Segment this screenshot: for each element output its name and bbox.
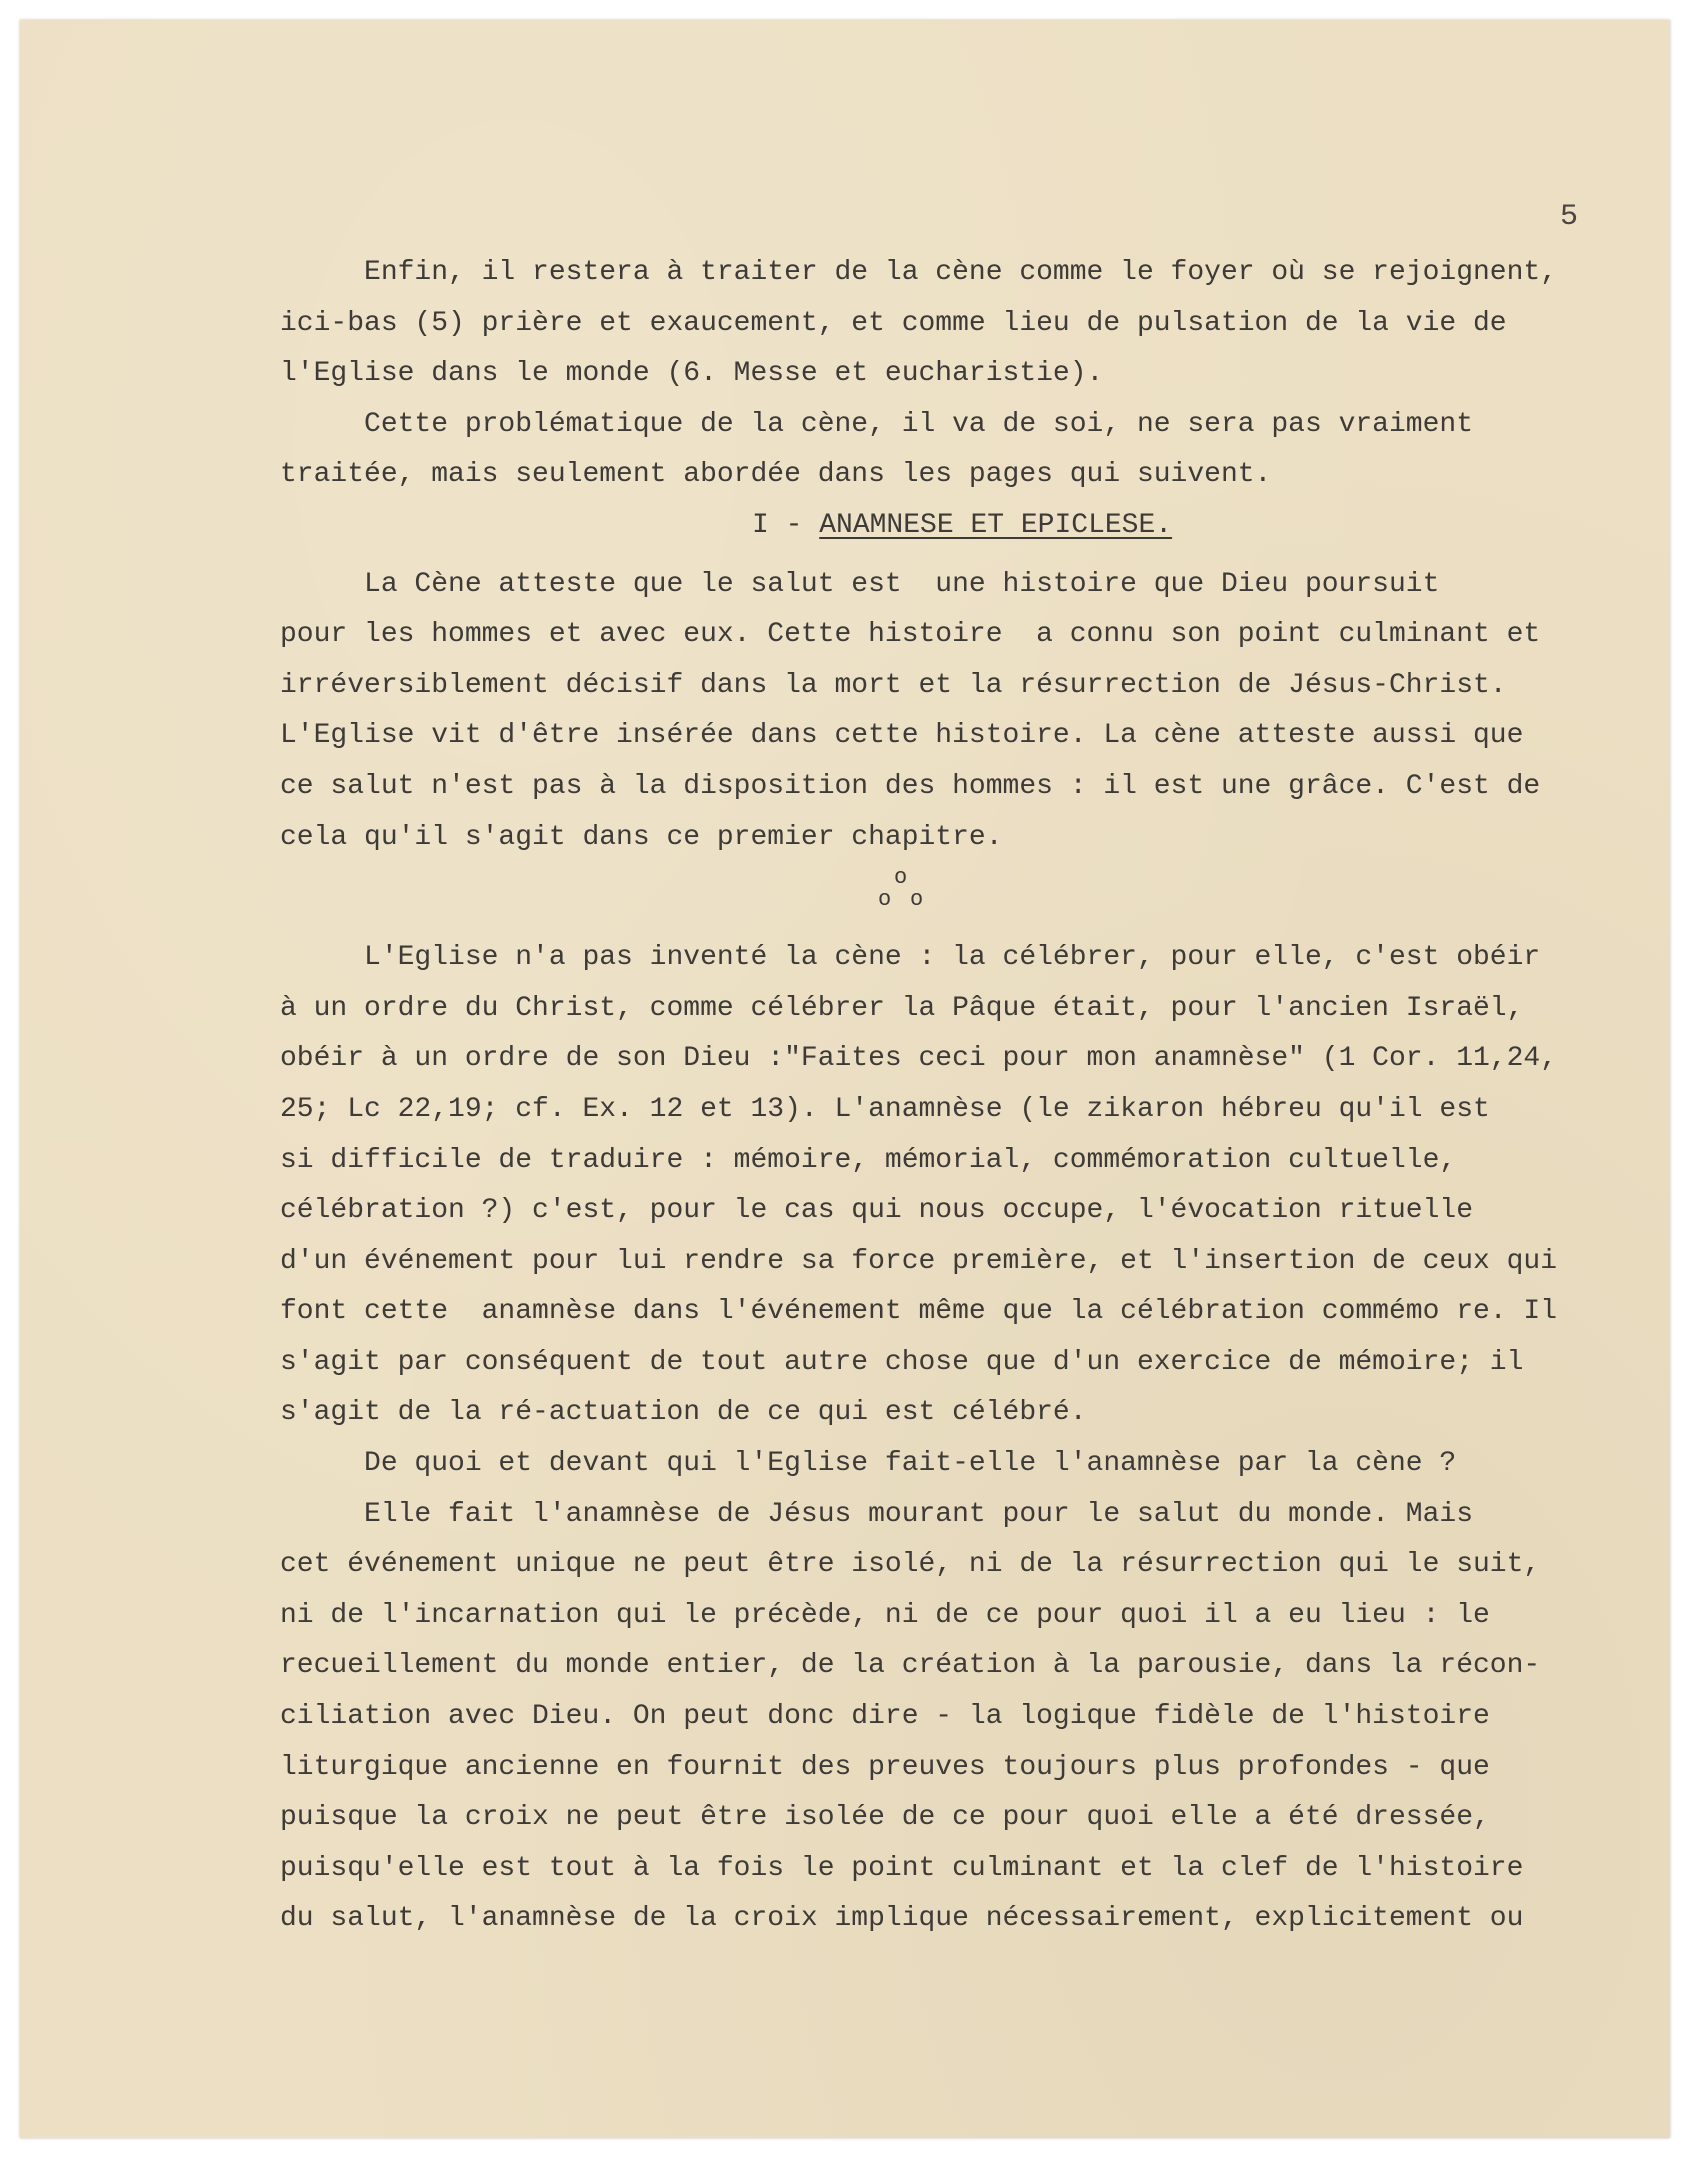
text-line: De quoi et devant qui l'Eglise fait-elle l'anamnèse par la cène ? xyxy=(280,1448,1457,1480)
text-line: irréversiblement décisif dans la mort et la résurrection de Jésus-Christ. xyxy=(280,669,1507,701)
text-line: ce salut n'est pas à la disposition des hommes : il est une grâce. C'est de xyxy=(280,770,1541,802)
chapter-title: ANAMNESE ET EPICLESE. xyxy=(819,509,1173,541)
text-line: s'agit de la ré-actuation de ce qui est célébré. xyxy=(280,1397,1087,1429)
text-line: La Cène atteste que le salut est une histoire que Dieu poursuit xyxy=(280,568,1440,600)
text-line: à un ordre du Christ, comme célébrer la Pâque était, pour l'ancien Israël, xyxy=(280,992,1524,1024)
text-line: puisque la croix ne peut être isolée de ce pour quoi elle a été dressée, xyxy=(280,1802,1490,1834)
text-line: Cette problématique de la cène, il va de soi, ne sera pas vraiment xyxy=(280,408,1473,440)
text-line: font cette anamnèse dans l'événement même que la célébration commémo re. Il xyxy=(280,1296,1558,1328)
chapter-number: I - xyxy=(752,509,820,541)
text-line: L'Eglise n'a pas inventé la cène : la célébrer, pour elle, c'est obéir xyxy=(280,942,1541,974)
text-line: si difficile de traduire : mémoire, mémorial, commémoration cultuelle, xyxy=(280,1144,1457,1176)
text-line: s'agit par conséquent de tout autre chose que d'un exercice de mémoire; il xyxy=(280,1346,1524,1378)
text-line: Enfin, il restera à traiter de la cène comme le foyer où se rejoignent, xyxy=(280,257,1558,288)
text-line: traitée, mais seulement abordée dans les pages qui suivent. xyxy=(280,459,1272,491)
text-line: d'un événement pour lui rendre sa force première, et l'insertion de ceux qui xyxy=(280,1245,1558,1277)
text-line: puisqu'elle est tout à la fois le point culminant et la clef de l'histoire xyxy=(280,1852,1524,1884)
typewritten-page xyxy=(20,20,1670,2138)
text-line: ici-bas (5) prière et exaucement, et comme lieu de pulsation de la vie de xyxy=(280,307,1507,339)
text-line: pour les hommes et avec eux. Cette histoire a connu son point culminant et xyxy=(280,619,1541,651)
text-line: liturgique ancienne en fournit des preuves toujours plus profondes - que xyxy=(280,1751,1490,1783)
text-line: recueillement du monde entier, de la création à la parousie, dans la récon- xyxy=(280,1650,1541,1682)
text-line: cet événement unique ne peut être isolé, ni de la résurrection qui le suit, xyxy=(280,1549,1541,1581)
text-line: ni de l'incarnation qui le précède, ni de ce pour quoi il a eu lieu : le xyxy=(280,1599,1490,1631)
page-body xyxy=(280,248,1630,1945)
page-number: 5 xyxy=(1560,200,1579,234)
separator-mark: o xyxy=(910,887,924,913)
text-line: cela qu'il s'agit dans ce premier chapitre. xyxy=(280,821,1003,853)
text-line: l'Eglise dans le monde (6. Messe et eucharistie). xyxy=(280,358,1104,390)
text-line: L'Eglise vit d'être insérée dans cette histoire. La cène atteste aussi que xyxy=(280,720,1524,752)
separator-mark: o xyxy=(894,865,908,891)
text-line: obéir à un ordre de son Dieu :"Faites ceci pour mon anamnèse" (1 Cor. 11,24, xyxy=(280,1043,1558,1075)
chapter-heading xyxy=(280,501,1630,552)
text-line: célébration ?) c'est, pour le cas qui nous occupe, l'évocation rituelle xyxy=(280,1195,1473,1227)
text-line: 25; Lc 22,19; cf. Ex. 12 et 13). L'anamnèse (le zikaron hébreu qu'il est xyxy=(280,1093,1490,1125)
text-line: Elle fait l'anamnèse de Jésus mourant pour le salut du monde. Mais xyxy=(280,1498,1473,1530)
text-line: du salut, l'anamnèse de la croix implique nécessairement, explicitement ou xyxy=(280,1903,1524,1935)
separator-mark: o xyxy=(878,887,892,913)
section-separator xyxy=(280,863,1630,933)
text-line: ciliation avec Dieu. On peut donc dire - la logique fidèle de l'histoire xyxy=(280,1701,1490,1733)
